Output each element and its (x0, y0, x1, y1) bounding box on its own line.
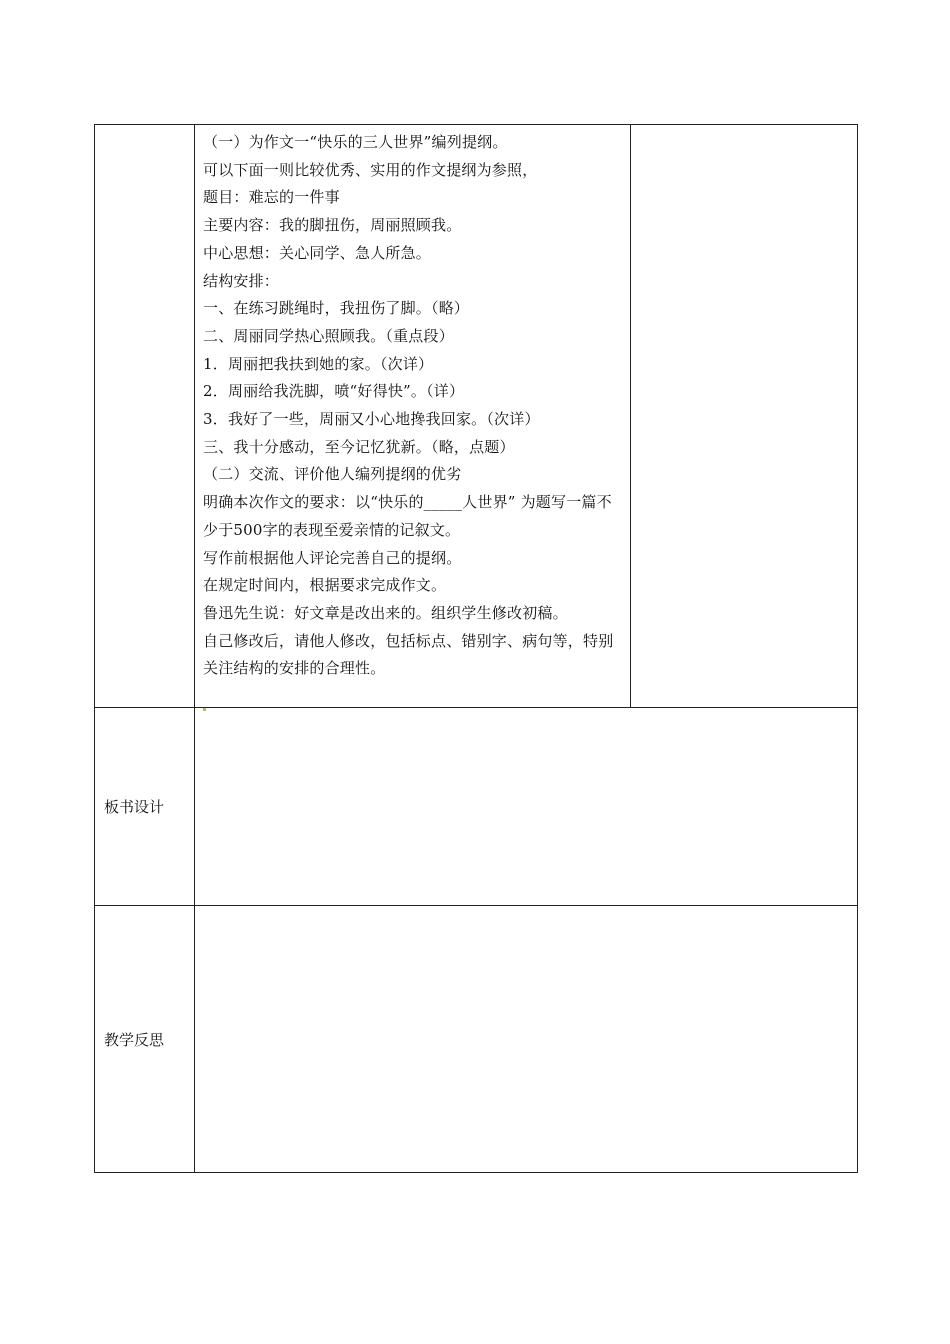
board-design-label: 板书设计 (104, 798, 165, 816)
teaching-process-row (95, 125, 858, 708)
step-line: 结构安排： (203, 271, 280, 290)
notes-cell-empty (631, 125, 858, 708)
step-line: 1．周丽把我扶到她的家。（次详） (203, 354, 434, 373)
step-line: 一、在练习跳绳时，我扭伤了脚。（略） (203, 299, 470, 318)
board-design-row (95, 708, 858, 906)
step-line: 中心思想：关心同学、急人所急。 (203, 243, 432, 262)
process-content-cell (195, 125, 631, 708)
step-line: 2．周丽给我洗脚，喷“好得快”。（详） (203, 382, 465, 401)
stray-mark (203, 708, 206, 711)
step-line: 鲁迅先生说：好文章是改出来的。组织学生修改初稿。 (203, 603, 568, 622)
step-line: （一）为作文一“快乐的三人世界”编列提纲。 (203, 133, 508, 151)
reflection-label: 教学反思 (104, 1030, 165, 1049)
board-design-content-cell (195, 708, 858, 906)
reflection-label-cell (95, 906, 195, 1173)
process-steps (195, 125, 630, 683)
board-design-label-cell (95, 708, 195, 906)
step-line: 二、周丽同学热心照顾我。（重点段） (203, 326, 454, 345)
step-line: 自己修改后，请他人修改，包括标点、错别字、病句等，特别关注结构的安排的合理性。 (203, 631, 614, 678)
step-line: 在规定时间内，根据要求完成作文。 (203, 576, 447, 595)
step-line: 题目：难忘的一件事 (203, 188, 340, 207)
step-line: 明确本次作文的要求：以“快乐的_____人世界” 为题写一篇不少于500字的表现至爱亲情的记叙文。 (203, 493, 612, 539)
lesson-plan-table (94, 124, 858, 1173)
reflection-content-cell (195, 906, 858, 1173)
step-line: 可以下面一则比较优秀、实用的作文提纲为参照， (203, 160, 538, 179)
step-line: 写作前根据他人评论完善自己的提纲。 (203, 548, 462, 567)
step-line: （二）交流、评价他人编列提纲的优劣 (203, 465, 462, 484)
step-line: 三、我十分感动，至今记忆犹新。（略，点题） (203, 437, 515, 456)
step-line: 主要内容：我的脚扭伤，周丽照顾我。 (203, 216, 462, 235)
teaching-reflection-row (95, 906, 858, 1173)
step-line: 3．我好了一些，周丽又小心地搀我回家。（次详） (203, 410, 540, 429)
label-cell-empty (95, 125, 195, 708)
